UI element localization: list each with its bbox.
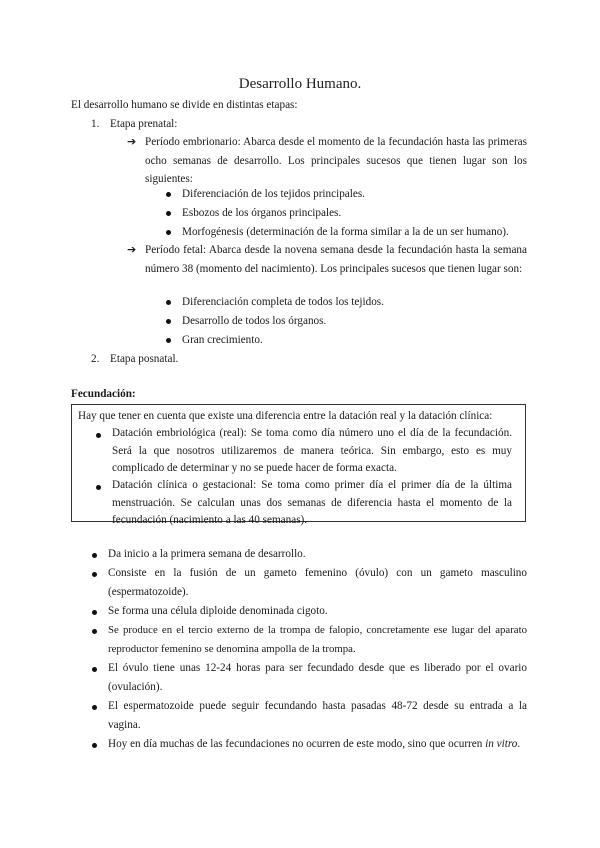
bullet-icon xyxy=(96,433,101,438)
bullet-icon xyxy=(92,629,97,634)
bullet-icon xyxy=(166,319,171,324)
list-item: Diferenciación de los tejidos principales. xyxy=(182,188,365,200)
section-heading: Fecundación: xyxy=(71,388,136,400)
list-item-in-vitro: Hoy en día muchas de las fecundaciones no ocurren de este modo, sino que ocurren in vitro. xyxy=(108,738,521,750)
bullet-icon xyxy=(166,338,171,343)
arrow-icon: ➔ xyxy=(127,243,137,256)
stage-number: 2. xyxy=(91,353,100,365)
list-item: Se forma una célula diploide denominada cigoto. xyxy=(108,605,328,617)
list-item: Se produce en el tercio externo de la trompa de falopio, concretamente ese lugar del aparato reproductor femenino se denomina ampolla de la trompa. xyxy=(108,624,527,655)
stage-number: 1. xyxy=(91,118,100,130)
list-item: Desarrollo de todos los órganos. xyxy=(182,315,327,327)
bullet-icon xyxy=(92,743,97,748)
list-item: El espermatozoide puede seguir fecundando hasta pasadas 48-72 desde su entrada a la vagina. xyxy=(108,700,527,731)
bullet-icon xyxy=(92,610,97,615)
intro-text: El desarrollo humano se divide en distintas etapas: xyxy=(71,99,298,111)
bullet-icon xyxy=(166,230,171,235)
bullet-icon xyxy=(92,572,97,577)
box-item: Datación clínica o gestacional: Se toma como primer día el primer día de la última menstruación. Se calculan unas dos semanas de diferencia hasta el momento de la fecundación (nacimiento a las 40 semanas). xyxy=(112,479,512,526)
bullet-icon xyxy=(92,553,97,558)
page-title: Desarrollo Humano. xyxy=(238,76,362,92)
bullet-icon xyxy=(92,705,97,710)
list-item: Consiste en la fusión de un gameto femenino (óvulo) con un gameto masculino (espermatozoide). xyxy=(108,567,527,598)
list-item: Diferenciación completa de todos los tejidos. xyxy=(182,296,384,308)
bullet-icon xyxy=(166,192,171,197)
bullet-icon xyxy=(166,211,171,216)
list-item: Morfogénesis (determinación de la forma similar a la de un ser humano). xyxy=(182,226,509,238)
period-fetal-text: Período fetal: Abarca desde la novena semana desde la fecundación hasta la semana número 38 (momento del nacimiento). Los principales sucesos que tienen lugar son: xyxy=(145,244,527,275)
bullet-icon xyxy=(92,667,97,672)
arrow-icon: ➔ xyxy=(127,135,137,148)
list-item: El óvulo tiene unas 12-24 horas para ser fecundado desde que es liberado por el ovario (ovulación). xyxy=(108,662,527,693)
box-intro: Hay que tener en cuenta que existe una diferencia entre la datación real y la datación clínica: xyxy=(78,410,493,422)
stage-label: Etapa posnatal. xyxy=(110,353,179,365)
bullet-icon xyxy=(166,300,171,305)
list-item: Da inicio a la primera semana de desarrollo. xyxy=(108,548,306,560)
list-item: Esbozos de los órganos principales. xyxy=(182,207,342,219)
stage-label: Etapa prenatal: xyxy=(110,118,178,130)
period-embrionario-text: Período embrionario: Abarca desde el momento de la fecundación hasta las primeras ocho semanas de desarrollo. Los principales sucesos que tienen lugar son los siguientes: xyxy=(145,136,527,186)
list-item: Gran crecimiento. xyxy=(182,334,263,346)
box-item: Datación embriológica (real): Se toma como día número uno el día de la fecundación. Será la que nosotros utilizaremos de manera teórica. Sin embargo, esto es muy complicado de determinar y no se puede hacer de forma exacta. xyxy=(112,427,512,474)
bullet-icon xyxy=(96,485,101,490)
